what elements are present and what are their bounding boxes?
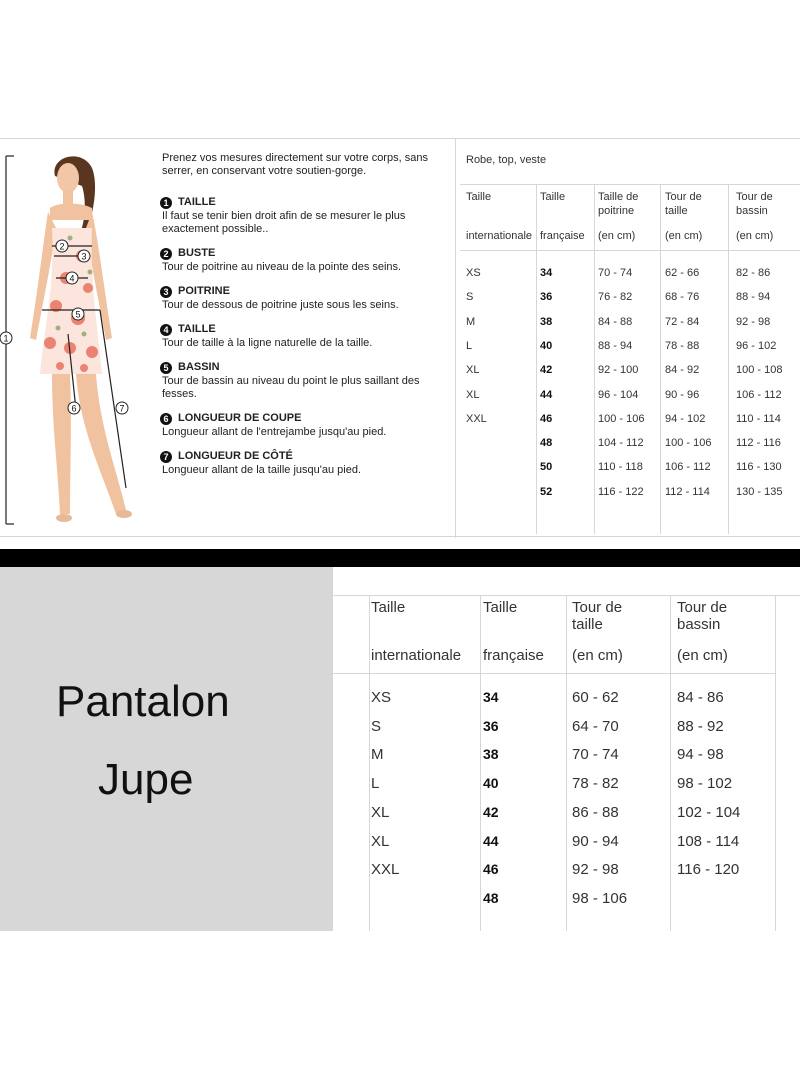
table-cell: 110 - 114 [736,412,781,425]
figure-marker-7 [116,402,128,414]
table-cell: 78 - 82 [572,775,619,793]
table-cell: 130 - 135 [736,485,783,498]
number-badge: 2 [160,248,172,260]
svg-text:2: 2 [59,241,65,252]
header-line: poitrine [598,205,635,217]
table-header-unit: française [540,230,585,242]
table-header [572,599,622,633]
table-cell: XS [466,267,481,279]
number-badge: 7 [160,451,172,463]
number-badge: 3 [160,286,172,298]
table-cell: 82 - 86 [736,267,771,279]
table-cell: 40 [540,339,553,352]
table-cell: S [371,717,382,735]
table-cell: 52 [540,485,553,498]
table-cell: 90 - 94 [572,832,619,850]
table-cell: 116 - 122 [598,485,644,498]
svg-text:4: 4 [69,273,75,284]
header-line: Taille de [598,191,639,203]
instruction-title: LONGUEUR DE COUPE [178,412,302,424]
header-line: Tour de [572,599,623,616]
svg-text:3: 3 [81,251,87,262]
table-cell: 62 - 66 [665,267,700,279]
table-cell: 98 - 102 [677,775,733,793]
table-cell: XL [371,832,390,850]
table-cell: 78 - 88 [665,339,700,352]
number-badge: 5 [160,362,172,374]
table-cell: M [371,746,384,764]
table-cell: 88 - 94 [598,339,633,352]
table-cell: 70 - 74 [572,746,619,764]
table-col-rule [660,184,661,534]
instruction-taille-2 [160,323,450,350]
header-line: Taille [483,599,518,616]
instruction-taille [160,196,450,236]
table-cell: 108 - 114 [677,832,740,850]
table-header-unit: (en cm) [736,230,774,242]
svg-text:5: 5 [75,309,81,320]
table-cell: 94 - 98 [677,746,724,764]
table-cell: 38 [540,315,553,328]
instruction-poitrine [160,285,450,312]
table-rule [460,250,800,251]
header-line: bassin [736,205,768,217]
table-header [677,599,727,633]
instruction-text: Il faut se tenir bien droit afin de se mesurer le plus exactement possible.. [162,210,406,235]
instruction-title: TAILLE [178,196,216,208]
table-cell: 84 - 88 [598,315,633,328]
table-cell: 70 - 74 [598,267,633,279]
table-col-rule [728,184,729,534]
table-cell: 98 - 106 [572,889,628,907]
table-cell: XL [371,803,390,821]
figure-marker-6 [68,402,80,414]
svg-text:6: 6 [71,403,77,414]
table-cell: 104 - 112 [598,437,644,450]
body-measurement-figure [0,138,155,538]
table-cell: 92 - 100 [598,364,639,377]
instruction-text: Tour de poitrine au niveau de la pointe des seins. [162,261,402,273]
table-header-unit: (en cm) [572,647,623,664]
figure-marker-2 [56,240,68,252]
table-cell: M [466,315,476,328]
table-header [466,190,491,204]
instruction-longueur-coupe [160,412,450,439]
instruction-title: BUSTE [178,247,216,259]
table-cell: 60 - 62 [572,689,619,706]
table-cell: 44 [540,388,553,401]
table-header [483,599,517,616]
table-cell: 36 [540,291,553,304]
table-header-unit: (en cm) [665,230,703,242]
instruction-buste [160,247,450,274]
table-cell: XL [466,364,480,377]
figure-marker-4 [66,272,78,284]
instruction-bassin [160,361,450,401]
table-cell: 34 [483,689,499,705]
svg-text:1: 1 [3,333,9,344]
table-cell: 36 [483,717,499,734]
number-badge: 6 [160,413,172,425]
table-cell: 42 [483,803,499,820]
instruction-text: Tour de dessous de poitrine juste sous les seins. [162,299,399,311]
header-line: taille [572,616,603,633]
size-table-pantalon-jupe [333,567,800,931]
table-cell: 42 [540,364,553,377]
table-cell: 102 - 104 [677,803,741,821]
table-header-unit: internationale [466,230,533,242]
table-cell: 92 - 98 [736,315,771,328]
header-line: taille [665,205,688,217]
table-header [665,190,702,218]
table-cell: 72 - 84 [665,315,700,328]
table-header-unit: internationale [371,647,462,664]
table-cell: 68 - 76 [665,291,700,304]
panel-divider [455,138,456,538]
table-cell: 76 - 82 [598,291,633,304]
table-cell: 38 [483,746,499,763]
table-cell: 90 - 96 [665,388,700,401]
table-cell: XL [466,388,480,401]
table-cell: 84 - 92 [665,364,700,377]
table-header-unit: (en cm) [598,230,636,242]
table-header [540,190,565,204]
header-line: Tour de [665,191,702,203]
instruction-title: POITRINE [178,285,230,297]
table-cell: 112 - 116 [736,437,781,450]
label-jupe: Jupe [98,755,194,804]
size-table-robe-top-veste [460,138,800,534]
table-cell: 50 [540,461,553,474]
table-col-rule [670,595,671,931]
table-cell: 100 - 108 [736,364,783,377]
table-cell: 116 - 130 [736,461,782,474]
table-header [736,190,773,218]
table-cell: 96 - 102 [736,339,777,352]
measurement-instructions [160,152,450,488]
header-line: Tour de [677,599,728,616]
table-cell: 48 [540,437,553,450]
table-cell: 94 - 102 [665,412,706,425]
table-caption: Robe, top, veste [466,154,547,166]
label-pantalon: Pantalon [56,677,230,726]
header-line: Taille [540,191,566,203]
category-label-panel [0,567,333,931]
table-cell: 112 - 114 [665,485,710,498]
table-cell: XXL [466,412,487,425]
number-badge: 4 [160,324,172,336]
instruction-text: Tour de taille à la ligne naturelle de la taille. [162,337,373,349]
table-rule [333,673,776,674]
table-cell: 92 - 98 [572,861,619,879]
table-col-rule [594,184,595,534]
header-line: Taille [466,191,492,203]
table-cell: 88 - 92 [677,717,724,735]
instruction-longueur-cote [160,450,450,477]
table-col-rule [480,595,481,931]
table-cell: XS [371,689,392,706]
size-guide-top-panel [0,138,800,540]
table-cell: L [466,339,473,352]
table-header-unit: française [483,647,544,664]
instruction-text: Tour de bassin au niveau du point le plus saillant des fesses. [162,375,420,400]
figure-marker-5 [72,308,84,320]
table-cell: 48 [483,889,499,906]
table-cell: 34 [540,267,553,279]
table-cell: 100 - 106 [665,437,712,450]
number-badge: 1 [160,197,172,209]
instruction-title: LONGUEUR DE CÔTÉ [178,450,293,462]
table-col-rule [369,595,370,931]
table-col-rule [536,184,537,534]
table-header [598,190,638,218]
table-cell: 84 - 86 [677,689,724,706]
instruction-text: Longueur allant de la taille jusqu'au pied. [162,464,362,476]
table-cell: 88 - 94 [736,291,771,304]
header-line: bassin [677,616,721,633]
figure-marker-1 [0,332,12,344]
table-cell: 116 - 120 [677,861,740,879]
instruction-text: Longueur allant de l'entrejambe jusqu'au pied. [162,426,387,438]
table-cell: 110 - 118 [598,461,643,474]
table-cell: L [371,775,380,793]
header-line: Tour de [736,191,773,203]
table-header-unit: (en cm) [677,647,728,664]
separator-bar [0,549,800,567]
instruction-title: BASSIN [178,361,220,373]
table-cell: 40 [483,775,499,792]
table-cell: XXL [371,861,400,879]
instructions-intro: Prenez vos mesures directement sur votre corps, sans serrer, en conservant votre soutien-gorge. [162,152,428,177]
table-cell: 106 - 112 [665,461,711,474]
table-cell: 44 [483,832,499,849]
table-cell: 46 [540,412,553,425]
table-cell: 64 - 70 [572,717,619,735]
table-cell: 96 - 104 [598,388,639,401]
table-col-rule [566,595,567,931]
instruction-title: TAILLE [178,323,216,335]
table-cell: S [466,291,474,304]
header-line: Taille [371,599,406,616]
table-header [371,599,405,616]
table-cell: 100 - 106 [598,412,645,425]
table-col-rule [775,595,776,931]
figure-marker-3 [78,250,90,262]
table-rule [460,184,800,185]
table-cell: 46 [483,861,499,878]
table-cell: 106 - 112 [736,388,782,401]
svg-text:7: 7 [119,403,125,414]
table-cell: 86 - 88 [572,803,619,821]
